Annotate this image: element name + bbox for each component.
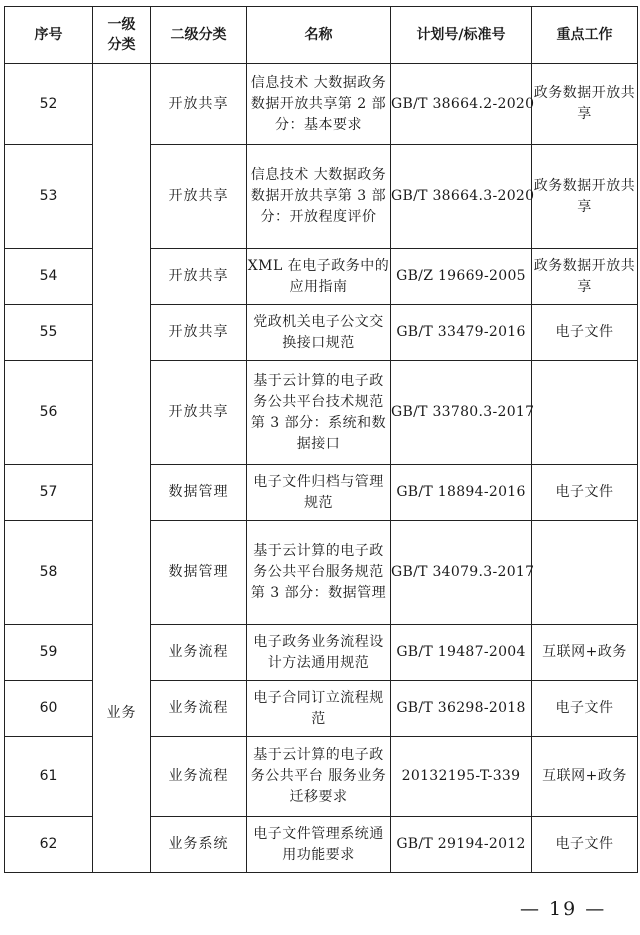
row-focus: 政务数据开放共享 xyxy=(532,249,638,305)
table-row xyxy=(5,64,638,145)
row-name: 基于云计算的电子政务公共平台 服务业务迁移要求 xyxy=(247,737,391,817)
row-standard: GB/T 36298-2018 xyxy=(391,681,532,737)
row-name: XML 在电子政务中的应用指南 xyxy=(247,249,391,305)
row-level2: 开放共享 xyxy=(151,145,247,249)
row-level2: 开放共享 xyxy=(151,249,247,305)
row-standard: GB/T 19487-2004 xyxy=(391,625,532,681)
standards-table xyxy=(4,6,638,873)
header-no: 序号 xyxy=(5,7,93,64)
row-level2: 业务流程 xyxy=(151,681,247,737)
row-focus: 互联网+政务 xyxy=(532,737,638,817)
row-level2: 开放共享 xyxy=(151,305,247,361)
row-focus: 电子文件 xyxy=(532,465,638,521)
row-focus xyxy=(532,361,638,465)
row-name: 电子合同订立流程规范 xyxy=(247,681,391,737)
row-level2: 业务流程 xyxy=(151,737,247,817)
row-standard: GB/Z 19669-2005 xyxy=(391,249,532,305)
row-no: 60 xyxy=(5,681,93,737)
row-name: 电子文件管理系统通用功能要求 xyxy=(247,817,391,873)
row-level2: 业务系统 xyxy=(151,817,247,873)
row-standard: GB/T 38664.2-2020 xyxy=(391,64,532,145)
row-standard: GB/T 38664.3-2020 xyxy=(391,145,532,249)
row-no: 57 xyxy=(5,465,93,521)
row-no: 52 xyxy=(5,64,93,145)
row-no: 58 xyxy=(5,521,93,625)
row-standard: GB/T 33479-2016 xyxy=(391,305,532,361)
row-standard: 20132195-T-339 xyxy=(391,737,532,817)
level1-business: 业务 xyxy=(93,64,151,873)
page-number: — 19 — xyxy=(520,898,607,920)
header-level1: 一级 分类 xyxy=(93,7,151,64)
header-name: 名称 xyxy=(247,7,391,64)
row-standard: GB/T 29194-2012 xyxy=(391,817,532,873)
row-level2: 数据管理 xyxy=(151,465,247,521)
row-standard: GB/T 18894-2016 xyxy=(391,465,532,521)
row-name: 信息技术 大数据政务数据开放共享第 3 部分：开放程度评价 xyxy=(247,145,391,249)
row-level2: 开放共享 xyxy=(151,64,247,145)
row-no: 56 xyxy=(5,361,93,465)
row-focus: 电子文件 xyxy=(532,681,638,737)
header-level2: 二级分类 xyxy=(151,7,247,64)
row-focus: 电子文件 xyxy=(532,305,638,361)
row-level2: 开放共享 xyxy=(151,361,247,465)
row-no: 55 xyxy=(5,305,93,361)
row-name: 电子文件归档与管理规范 xyxy=(247,465,391,521)
row-focus: 电子文件 xyxy=(532,817,638,873)
row-name: 电子政务业务流程设计方法通用规范 xyxy=(247,625,391,681)
row-focus xyxy=(532,521,638,625)
row-no: 54 xyxy=(5,249,93,305)
row-no: 62 xyxy=(5,817,93,873)
row-focus: 政务数据开放共享 xyxy=(532,145,638,249)
row-name: 信息技术 大数据政务数据开放共享第 2 部分：基本要求 xyxy=(247,64,391,145)
row-name: 基于云计算的电子政务公共平台技术规范 第 3 部分：系统和数据接口 xyxy=(247,361,391,465)
row-standard: GB/T 33780.3-2017 xyxy=(391,361,532,465)
row-level2: 业务流程 xyxy=(151,625,247,681)
row-no: 61 xyxy=(5,737,93,817)
row-focus: 政务数据开放共享 xyxy=(532,64,638,145)
row-standard: GB/T 34079.3-2017 xyxy=(391,521,532,625)
row-level2: 数据管理 xyxy=(151,521,247,625)
header-standard: 计划号/标准号 xyxy=(391,7,532,64)
row-no: 59 xyxy=(5,625,93,681)
header-focus: 重点工作 xyxy=(532,7,638,64)
row-focus: 互联网+政务 xyxy=(532,625,638,681)
row-name: 基于云计算的电子政务公共平台服务规范 第 3 部分：数据管理 xyxy=(247,521,391,625)
row-no: 53 xyxy=(5,145,93,249)
table-header-row xyxy=(5,7,638,64)
row-name: 党政机关电子公文交换接口规范 xyxy=(247,305,391,361)
